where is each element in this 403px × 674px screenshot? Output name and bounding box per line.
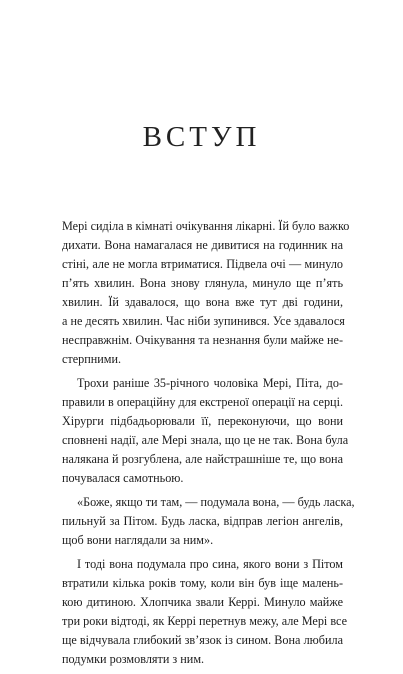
paragraph-3 (62, 493, 355, 550)
text-line: «Боже, якщо ти там, — подумала вона, — будь ласка, (77, 495, 355, 509)
text-line: щоб вони наглядали за ним». (62, 533, 214, 547)
text-line: ще відчувала глибокий зв’язок із сином. Вона любила (62, 633, 343, 647)
text-line: втратили кілька років тому, коли він був іще малень- (62, 576, 343, 590)
text-line: несправжнім. Очікування та незнання були майже не- (62, 333, 343, 347)
body-text (62, 217, 355, 674)
text-line: дихати. Вона намагалася не дивитися на годинник на (62, 238, 343, 252)
text-line: стерпними. (62, 352, 122, 366)
text-line: а не десять хвилин. Час ніби зупинився. Усе здавалося (62, 314, 345, 328)
text-line: пильнуй за Пітом. Будь ласка, відправ легіон ангелів, (62, 514, 343, 528)
text-line: Мері сиділа в кімнаті очікування лікарні. Їй було важко (62, 219, 350, 233)
text-line: правили в операційну для екстреної операції на серці. (62, 395, 343, 409)
text-line: Хірурги підбадьорювали її, переконуючи, що вони (62, 414, 343, 428)
text-line: подумки розмовляти з ним. (62, 652, 205, 666)
text-line: сповнені надії, але Мері знала, що це не так. Вона була (62, 433, 349, 447)
text-line: налякана й розгублена, але найстрашніше те, що вона (62, 452, 343, 466)
paragraph-2 (62, 374, 349, 488)
text-line: І тоді вона подумала про сина, якого вони з Пітом (77, 557, 343, 571)
text-line: три роки відтоді, як Керрі перетнув межу, але Мері все (62, 614, 348, 628)
text-line: почувалася самотньою. (62, 471, 184, 485)
paragraph-1 (62, 217, 350, 369)
text-line: кою дитиною. Хлопчика звали Керрі. Минуло майже (62, 595, 343, 609)
text-line: Трохи раніше 35-річного чоловіка Мері, Піта, до- (77, 376, 343, 390)
chapter-title: ВСТУП (142, 121, 261, 154)
text-line: хвилин. Їй здавалося, що вона вже тут дві години, (62, 295, 343, 309)
text-line: п’ять хвилин. Вона знову глянула, минуло ще п’ять (62, 276, 343, 290)
paragraph-4 (62, 555, 348, 669)
text-line: стіні, але не могла втриматися. Підвела очі — минуло (62, 257, 343, 271)
